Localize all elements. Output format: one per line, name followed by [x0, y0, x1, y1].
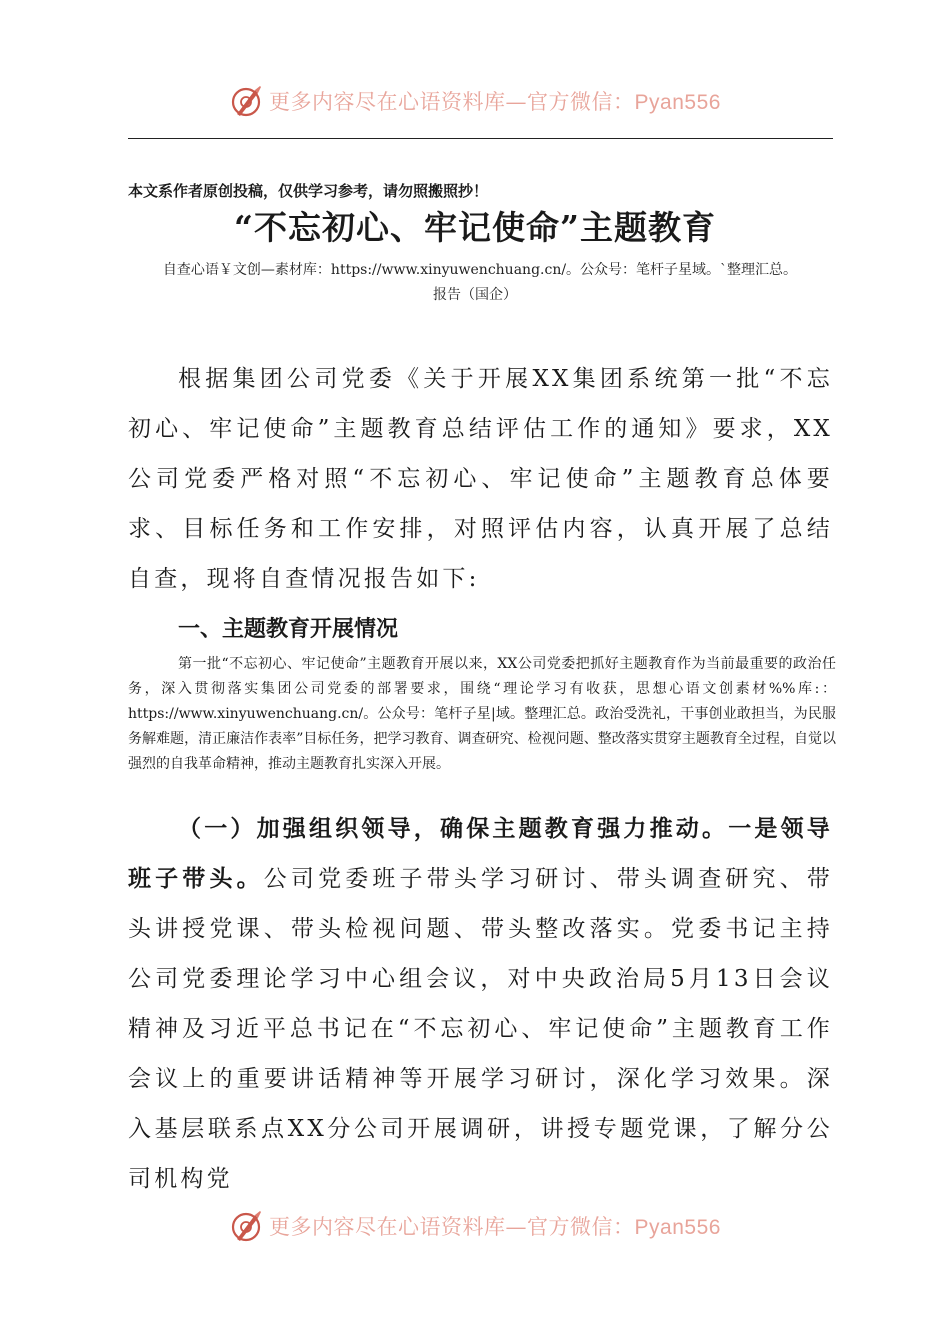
header-banner — [0, 84, 950, 118]
disclaimer: 本文系作者原创投稿，仅供学习参考，请勿照搬照抄！ — [128, 182, 489, 200]
subsection-lead-bold: （一）加强组织领导，确保主题教育强力推动。一是领导班子带头。 — [128, 815, 833, 892]
intro-paragraph: 根据集团公司党委《关于开展XX集团系统第一批“不忘初心、牢记使命”主题教育总结评估工作的通知》要求，XX公司党委严格对照“不忘初心、牢记使命”主题教育总体要求、目标任务和工作安排，对照评估内容，认真开展了总结自查，现将自查情况报告如下: — [128, 366, 833, 592]
subsection-paragraph — [128, 804, 833, 1204]
subtitle-line-1: 自查心语￥文创—素材库：https://www.xinyuwenchuang.cn/。公众号：笔杆子星域。`整理汇总。 — [162, 262, 798, 278]
header-divider — [128, 138, 833, 139]
section-1-paragraph: 第一批“不忘初心、牢记使命”主题教育开展以来，XX公司党委把抓好主题教育作为当前最重要的政治任务，深入贯彻落实集团公司党委的部署要求，围绕“理论学习有收获，思想心语文创素材%%库:：https://www.xinyuwenchuang.cn/。公众号：笔杆子星|域。整理汇总。政治受洗礼，干事创业敢担当，为民服务解难题，清正廉洁作表率”目标任务，把学习教育、调查研究、检视问题、整改落实贯穿主题教育全过程，自觉以强烈的自我革命精神，推动主题教育扎实深入开展。 — [128, 656, 836, 772]
banner-wechat-id: Pyan556 — [634, 1216, 721, 1239]
pen-logo-icon — [229, 84, 263, 118]
footer-banner — [0, 1209, 950, 1243]
section-heading-1: 一、主题教育开展情况 — [178, 617, 399, 642]
banner-text: 更多内容尽在心语资料库—官方微信： — [269, 1215, 635, 1239]
banner-text: 更多内容尽在心语资料库—官方微信： — [269, 90, 635, 114]
document-title: “不忘初心、牢记使命”主题教育 — [234, 208, 716, 247]
pen-logo-icon — [229, 1209, 263, 1243]
subtitle-line-2: 报告（国企） — [433, 287, 517, 303]
subsection-body: 公司党委班子带头学习研讨、带头调查研究、带头讲授党课、带头检视问题、带头整改落实。党委书记主持公司党委理论学习中心组会议，对中央政治局5月13日会议精神及习近平总书记在“不忘初心、牢记使命”主题教育工作会议上的重要讲话精神等开展学习研讨，深化学习效果。深入基层联系点XX分公司开展调研，讲授专题党课，了解分公司机构党 — [128, 866, 834, 1192]
banner-wechat-id: Pyan556 — [634, 91, 721, 114]
